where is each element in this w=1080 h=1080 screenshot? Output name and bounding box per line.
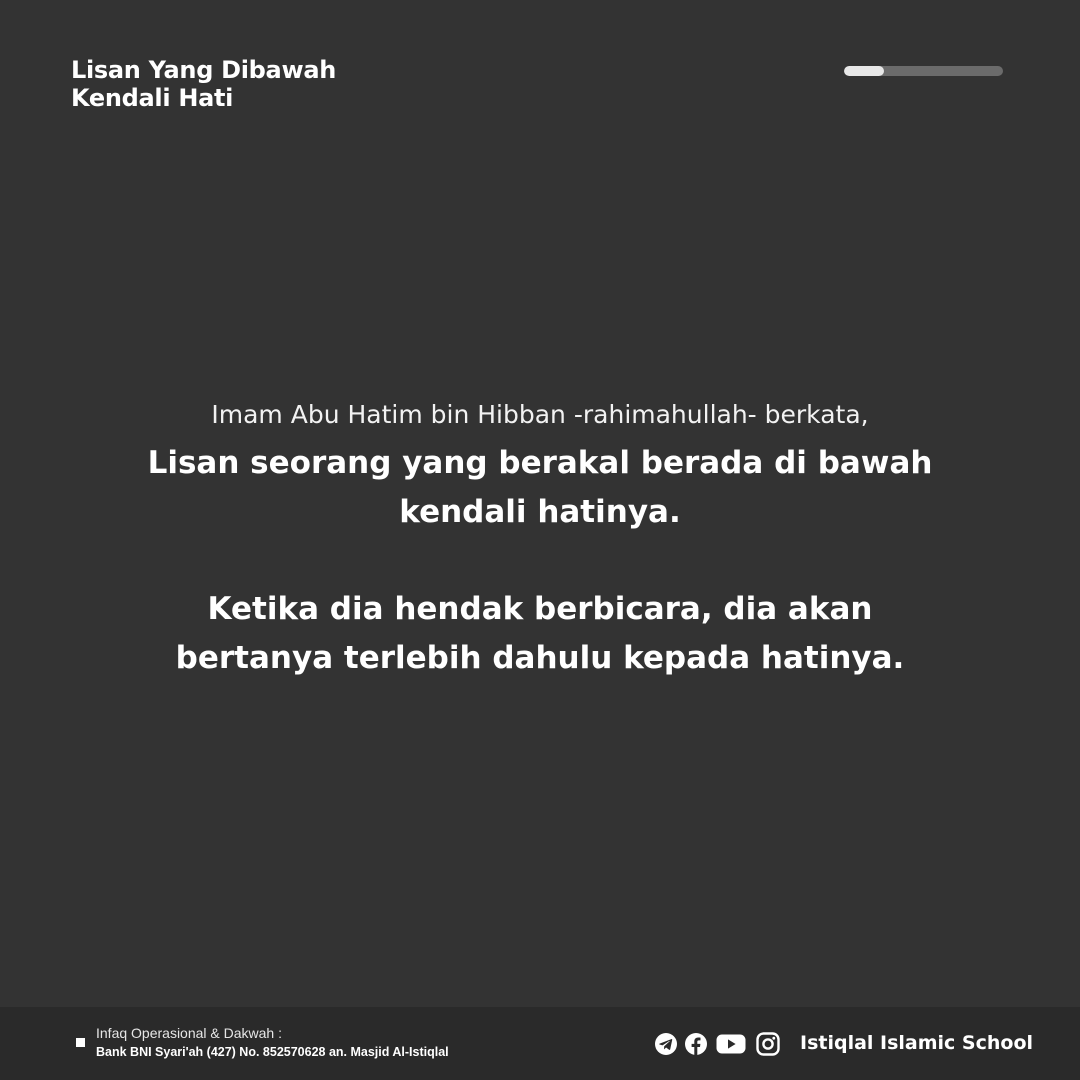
school-name: Istiqlal Islamic School xyxy=(800,1032,1034,1054)
quote-attribution: Imam Abu Hatim bin Hibban -rahimahullah- berkata, xyxy=(211,400,869,429)
youtube-icon[interactable] xyxy=(716,1032,746,1056)
page-title-line-1: Lisan Yang Dibawah xyxy=(71,56,337,84)
quote-content xyxy=(120,396,960,683)
square-bullet-icon xyxy=(76,1038,85,1047)
quote-paragraph-1 xyxy=(120,439,960,537)
paragraph-spacer xyxy=(120,537,960,585)
quote-1-line-2: kendali hatinya. xyxy=(399,494,681,530)
page-title-line-2: Kendali Hati xyxy=(71,84,234,112)
quote-1-line-1: Lisan seorang yang berakal berada di bawah xyxy=(147,445,933,481)
quote-2-line-2: bertanya terlebih dahulu kepada hatinya. xyxy=(175,640,905,676)
slide-progress-fill xyxy=(844,66,884,76)
facebook-icon[interactable] xyxy=(684,1032,708,1056)
instagram-icon[interactable] xyxy=(756,1032,780,1056)
quote-2-line-1: Ketika dia hendak berbicara, dia akan xyxy=(207,591,873,627)
slide-progress-bar xyxy=(844,66,1003,76)
page-title xyxy=(71,56,391,112)
quote-paragraph-2 xyxy=(120,585,960,683)
telegram-icon[interactable] xyxy=(654,1032,678,1056)
footer-bar xyxy=(0,1007,1080,1080)
infaq-bank-detail: Bank BNI Syari'ah (427) No. 852570628 an. Masjid Al-Istiqlal xyxy=(96,1045,449,1059)
infaq-label: Infaq Operasional & Dakwah : xyxy=(96,1025,282,1041)
